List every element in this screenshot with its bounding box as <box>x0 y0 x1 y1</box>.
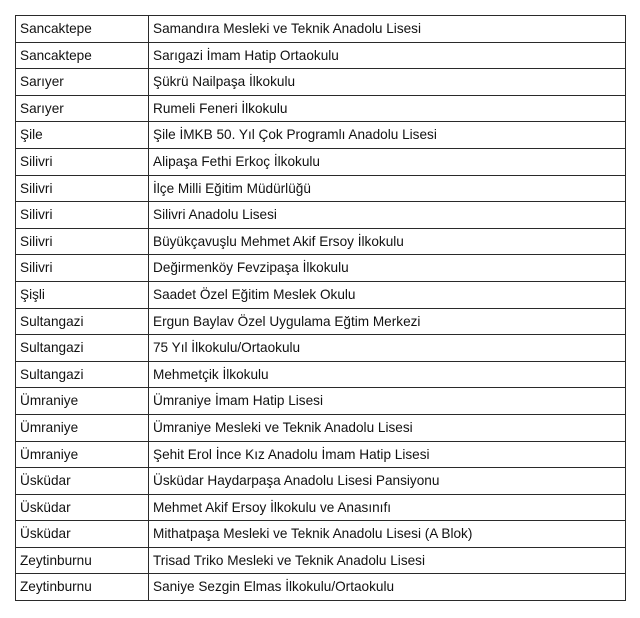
school-cell: Saadet Özel Eğitim Meslek Okulu <box>149 281 626 308</box>
table-row <box>16 547 626 574</box>
district-cell: Zeytinburnu <box>16 574 149 601</box>
school-cell: Silivri Anadolu Lisesi <box>149 202 626 229</box>
school-cell: Mehmet Akif Ersoy İlkokulu ve Anasınıfı <box>149 494 626 521</box>
district-cell: Şişli <box>16 281 149 308</box>
district-cell: Şile <box>16 122 149 149</box>
school-cell: Büyükçavuşlu Mehmet Akif Ersoy İlkokulu <box>149 228 626 255</box>
table-row <box>16 255 626 282</box>
district-cell: Silivri <box>16 202 149 229</box>
table-row <box>16 281 626 308</box>
district-cell: Silivri <box>16 255 149 282</box>
district-cell: Ümraniye <box>16 388 149 415</box>
school-cell: İlçe Milli Eğitim Müdürlüğü <box>149 175 626 202</box>
school-cell: Alipaşa Fethi Erkoç İlkokulu <box>149 148 626 175</box>
school-cell: 75 Yıl İlkokulu/Ortaokulu <box>149 335 626 362</box>
table-row <box>16 69 626 96</box>
district-cell: Sultangazi <box>16 361 149 388</box>
district-cell: Ümraniye <box>16 414 149 441</box>
school-cell: Saniye Sezgin Elmas İlkokulu/Ortaokulu <box>149 574 626 601</box>
school-table <box>15 15 626 601</box>
school-cell: Şükrü Nailpaşa İlkokulu <box>149 69 626 96</box>
school-table-body <box>16 16 626 601</box>
district-cell: Sancaktepe <box>16 42 149 69</box>
district-cell: Sultangazi <box>16 308 149 335</box>
table-row <box>16 148 626 175</box>
district-cell: Sarıyer <box>16 69 149 96</box>
table-row <box>16 175 626 202</box>
school-cell: Üsküdar Haydarpaşa Anadolu Lisesi Pansiyonu <box>149 468 626 495</box>
school-cell: Trisad Triko Mesleki ve Teknik Anadolu Lisesi <box>149 547 626 574</box>
district-cell: Sancaktepe <box>16 16 149 43</box>
table-row <box>16 95 626 122</box>
district-cell: Zeytinburnu <box>16 547 149 574</box>
table-row <box>16 122 626 149</box>
table-row <box>16 388 626 415</box>
district-cell: Üsküdar <box>16 468 149 495</box>
school-cell: Sarıgazi İmam Hatip Ortaokulu <box>149 42 626 69</box>
table-row <box>16 42 626 69</box>
table-row <box>16 335 626 362</box>
school-cell: Şile İMKB 50. Yıl Çok Programlı Anadolu Lisesi <box>149 122 626 149</box>
school-cell: Şehit Erol İnce Kız Anadolu İmam Hatip Lisesi <box>149 441 626 468</box>
school-cell: Ümraniye Mesleki ve Teknik Anadolu Lisesi <box>149 414 626 441</box>
school-cell: Değirmenköy Fevzipaşa İlkokulu <box>149 255 626 282</box>
table-row <box>16 574 626 601</box>
school-cell: Ergun Baylav Özel Uygulama Eğtim Merkezi <box>149 308 626 335</box>
district-cell: Üsküdar <box>16 494 149 521</box>
table-row <box>16 202 626 229</box>
district-cell: Silivri <box>16 148 149 175</box>
school-cell: Ümraniye İmam Hatip Lisesi <box>149 388 626 415</box>
school-cell: Mehmetçik İlkokulu <box>149 361 626 388</box>
table-row <box>16 16 626 43</box>
table-row <box>16 494 626 521</box>
table-row <box>16 521 626 548</box>
district-cell: Üsküdar <box>16 521 149 548</box>
district-cell: Sarıyer <box>16 95 149 122</box>
school-cell: Mithatpaşa Mesleki ve Teknik Anadolu Lisesi (A Blok) <box>149 521 626 548</box>
district-cell: Ümraniye <box>16 441 149 468</box>
table-row <box>16 468 626 495</box>
table-row <box>16 228 626 255</box>
district-cell: Sultangazi <box>16 335 149 362</box>
table-row <box>16 414 626 441</box>
school-table-container <box>15 15 626 601</box>
school-cell: Samandıra Mesleki ve Teknik Anadolu Lisesi <box>149 16 626 43</box>
table-row <box>16 361 626 388</box>
district-cell: Silivri <box>16 228 149 255</box>
table-row <box>16 308 626 335</box>
table-row <box>16 441 626 468</box>
district-cell: Silivri <box>16 175 149 202</box>
school-cell: Rumeli Feneri İlkokulu <box>149 95 626 122</box>
